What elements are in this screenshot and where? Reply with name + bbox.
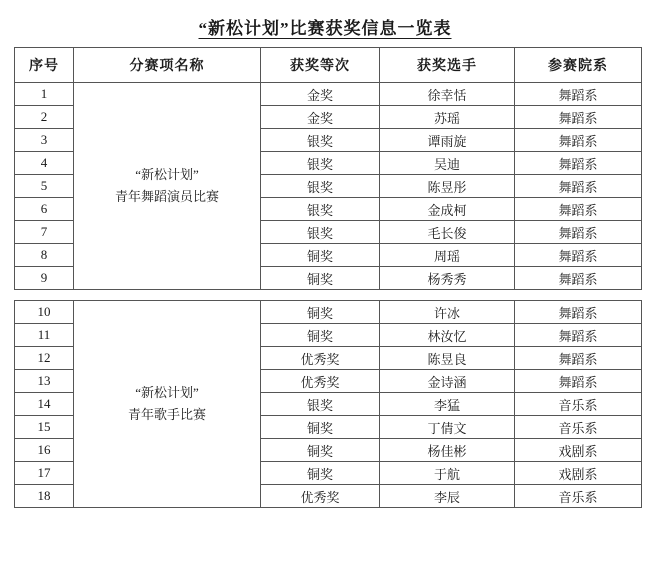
cell-no: 18 [15,485,74,508]
award-table-part-1 [14,47,642,290]
cell-level: 铜奖 [261,462,380,485]
cell-no: 16 [15,439,74,462]
cell-winner: 金成柯 [380,198,515,221]
cell-winner: 许冰 [380,301,515,324]
cell-level: 银奖 [261,198,380,221]
cell-level: 铜奖 [261,301,380,324]
cell-dept: 音乐系 [515,416,642,439]
cell-no: 15 [15,416,74,439]
cell-winner: 李猛 [380,393,515,416]
cell-dept: 音乐系 [515,393,642,416]
cell-level: 银奖 [261,175,380,198]
cell-dept: 舞蹈系 [515,347,642,370]
cell-level: 金奖 [261,106,380,129]
cell-no: 10 [15,301,74,324]
table-row [15,301,642,324]
cell-dept: 舞蹈系 [515,244,642,267]
cell-level: 银奖 [261,221,380,244]
cell-winner: 金诗涵 [380,370,515,393]
cell-dept: 舞蹈系 [515,106,642,129]
cell-winner: 丁倩文 [380,416,515,439]
cell-winner: 杨秀秀 [380,267,515,290]
cell-winner: 谭雨旋 [380,129,515,152]
cell-winner: 于航 [380,462,515,485]
header-no: 序号 [15,48,74,83]
cell-dept: 舞蹈系 [515,370,642,393]
cell-dept: 戏剧系 [515,462,642,485]
page-break-gap [14,290,636,300]
cell-no: 1 [15,83,74,106]
cell-level: 优秀奖 [261,370,380,393]
table-body-part-2 [15,301,642,508]
cell-event-group-2 [74,301,261,508]
cell-dept: 舞蹈系 [515,324,642,347]
cell-dept: 舞蹈系 [515,267,642,290]
cell-no: 11 [15,324,74,347]
cell-dept: 舞蹈系 [515,221,642,244]
cell-dept: 舞蹈系 [515,301,642,324]
cell-no: 2 [15,106,74,129]
event-line-2: 青年舞蹈演员比赛 [114,189,219,204]
cell-winner: 李辰 [380,485,515,508]
cell-winner: 林汝忆 [380,324,515,347]
cell-level: 银奖 [261,129,380,152]
award-table-part-2 [14,300,642,508]
table-body-part-1 [15,83,642,290]
cell-level: 银奖 [261,152,380,175]
cell-level: 铜奖 [261,324,380,347]
cell-winner: 周瑶 [380,244,515,267]
award-table-container [0,47,650,508]
cell-no: 5 [15,175,74,198]
cell-level: 优秀奖 [261,347,380,370]
cell-no: 9 [15,267,74,290]
cell-dept: 舞蹈系 [515,152,642,175]
header-event: 分赛项名称 [74,48,261,83]
cell-level: 铜奖 [261,416,380,439]
cell-dept: 戏剧系 [515,439,642,462]
cell-winner: 毛长俊 [380,221,515,244]
cell-dept: 舞蹈系 [515,129,642,152]
table-header-row [15,48,642,83]
cell-dept: 舞蹈系 [515,83,642,106]
cell-event-group-1 [74,83,261,290]
cell-level: 优秀奖 [261,485,380,508]
cell-no: 8 [15,244,74,267]
cell-winner: 陈昱良 [380,347,515,370]
cell-no: 13 [15,370,74,393]
event-line-2: 青年歌手比赛 [127,407,206,422]
cell-winner: 杨佳彬 [380,439,515,462]
header-dept: 参赛院系 [515,48,642,83]
cell-no: 12 [15,347,74,370]
cell-level: 金奖 [261,83,380,106]
event-line-1: “新松计划” [135,166,199,182]
cell-no: 7 [15,221,74,244]
cell-no: 6 [15,198,74,221]
cell-no: 14 [15,393,74,416]
header-winner: 获奖选手 [380,48,515,83]
cell-winner: 陈昱彤 [380,175,515,198]
table-row [15,83,642,106]
cell-level: 铜奖 [261,267,380,290]
cell-no: 4 [15,152,74,175]
event-line-1: “新松计划” [135,384,199,400]
cell-level: 铜奖 [261,244,380,267]
page-title: “新松计划”比赛获奖信息一览表 [198,19,452,38]
header-level: 获奖等次 [261,48,380,83]
cell-no: 3 [15,129,74,152]
cell-dept: 舞蹈系 [515,175,642,198]
cell-winner: 吴迪 [380,152,515,175]
cell-dept: 音乐系 [515,485,642,508]
cell-winner: 苏瑶 [380,106,515,129]
cell-no: 17 [15,462,74,485]
cell-level: 银奖 [261,393,380,416]
cell-level: 铜奖 [261,439,380,462]
cell-winner: 徐幸恬 [380,83,515,106]
cell-dept: 舞蹈系 [515,198,642,221]
